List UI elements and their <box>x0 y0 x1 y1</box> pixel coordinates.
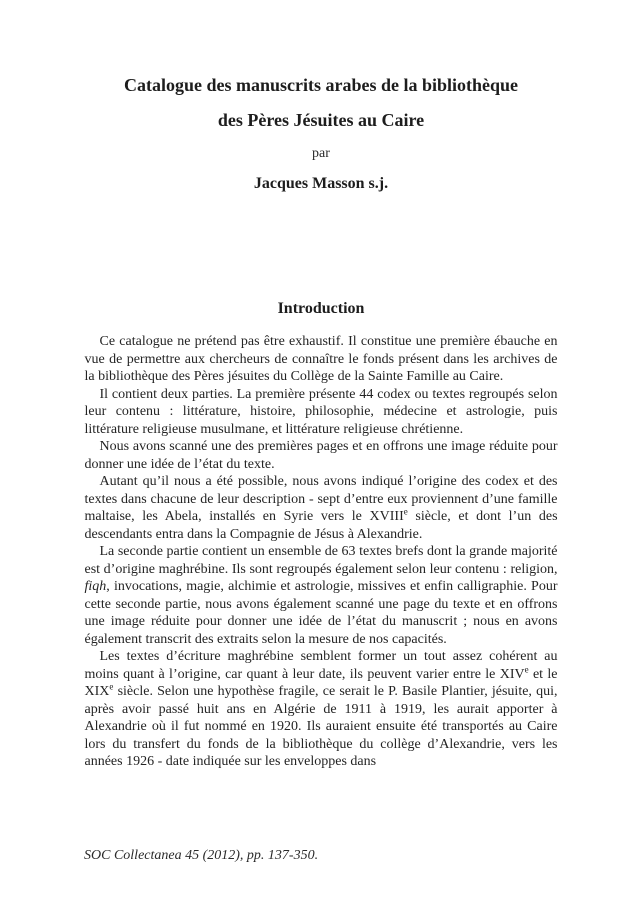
title-line-2: des Pères Jésuites au Caire <box>217 110 425 130</box>
paragraph <box>85 473 558 543</box>
text-run: et le XIX <box>84 666 558 699</box>
paragraph <box>85 438 558 473</box>
text-run: La seconde partie contient un ensemble de 63 textes brefs dont la grande majorité est d’origine maghrébine. Ils sont regroupés également selon leur contenu : religion, <box>84 544 558 577</box>
body-text <box>85 333 558 771</box>
text-run: Nous avons scanné une des premières pages et en offrons une image réduite pour donner une idée de l’état du texte. <box>84 439 558 472</box>
paragraph <box>85 386 558 439</box>
title-line-1: Catalogue des manuscrits arabes de la bibliothèque <box>123 75 519 95</box>
text-run: siècle. Selon une hypothèse fragile, ce serait le P. Basile Plantier, jésuite, qui, après avoir passé huit ans en Algérie de 1911 à 1919, les aurait apporter à Alexandrie où il fut nommé en 1920. Ils auraient ensuite été transportés au Caire lors du transfert du fonds de la bibliothèque du collège d’Alexandrie, vers les années 1926 - date indiquée sur les enveloppes dans <box>84 684 558 769</box>
byline: par <box>312 146 330 161</box>
document-title <box>0 68 642 138</box>
superscript-text: e <box>403 506 408 517</box>
superscript-text: e <box>109 681 114 692</box>
author-name: Jacques Masson s.j. <box>253 175 389 192</box>
text-run: siècle, et dont l’un des descendants entra dans la Compagnie de Jésus à Alexandrie. <box>84 509 558 542</box>
text-run: Il contient deux parties. La première présente 44 codex ou textes regroupés selon leur contenu : littérature, histoire, philosophie, médecine et astrologie, puis littérature religieuse musulmane, et littérature religieuse chrétienne. <box>84 386 558 437</box>
section-heading-introduction: Introduction <box>277 300 365 317</box>
footer-citation: SOC Collectanea 45 (2012), pp. 137-350. <box>84 848 319 863</box>
superscript-text: e <box>524 663 529 674</box>
paragraph <box>85 333 558 386</box>
paragraph <box>85 648 558 771</box>
text-run: , invocations, magie, alchimie et astrologie, missives et enfin calligraphie. Pour cette seconde partie, nous avons également scanné une page du texte et en offrons une image réduite pour donner une idée de l’état du manuscrit ; nous en avons également transcrit des extraits selon la mesure de nos capacités. <box>84 579 558 647</box>
text-run: Autant qu’il nous a été possible, nous avons indiqué l’origine des codex et des textes dans chacune de leur description - sept d’entre eux proviennent d’une famille maltaise, les Abela, installés en Syrie vers le XVIII <box>84 474 558 524</box>
paragraph <box>85 543 558 648</box>
text-run: Ce catalogue ne prétend pas être exhaustif. Il constitue une première ébauche en vue de permettre aux chercheurs de connaître le fonds présent dans les archives de la bibliothèque des Pères jésuites du Collège de la Sainte Famille au Caire. <box>84 334 558 384</box>
italic-term: fiqh <box>84 579 107 594</box>
text-run: Les textes d’écriture maghrébine semblent former un tout assez cohérent au moins quant à l’origine, car quant à leur date, ils peuvent varier entre le XIV <box>84 649 558 682</box>
